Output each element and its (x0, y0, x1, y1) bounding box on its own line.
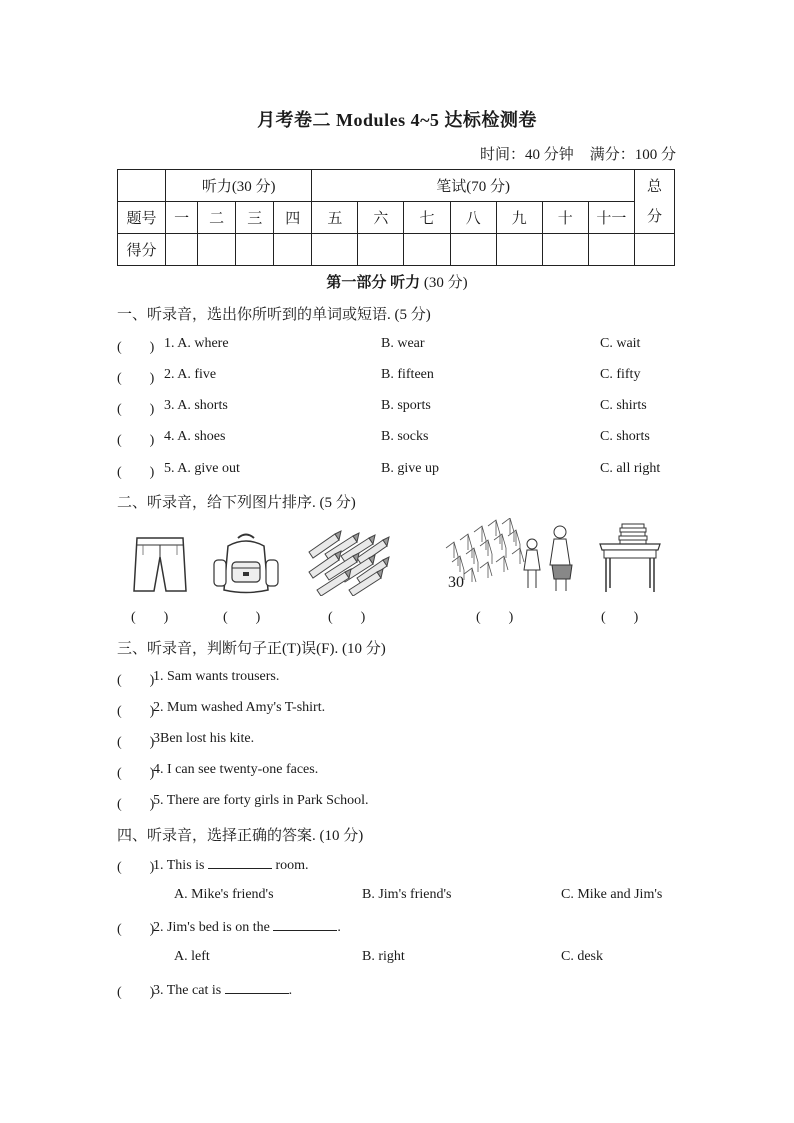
score-table (117, 169, 675, 266)
desk-with-books-picture (598, 522, 662, 594)
option-c: C. all right (600, 461, 661, 476)
option-a: 1. A. where (164, 336, 229, 351)
answer-paren[interactable]: ( ) (117, 402, 155, 417)
score-cell[interactable] (404, 234, 450, 266)
chairs-count-label: 30 (448, 574, 464, 591)
picture-answer-paren[interactable]: ( ) (476, 610, 514, 625)
question-number: 八 (450, 202, 496, 234)
time-info (480, 143, 676, 164)
score-cell[interactable] (274, 234, 312, 266)
listening-header: 听力(30 分) (166, 170, 312, 202)
question-text: 1. This is room. (153, 858, 309, 873)
section4-heading: 四、听录音，选择正确的答案. (10 分) (117, 828, 364, 844)
option-c: C. fifty (600, 367, 641, 382)
answer-paren[interactable]: ( ) (117, 922, 155, 937)
question-text: 3. The cat is . (153, 983, 293, 998)
time-limit: 时间：40 分钟 (479, 147, 574, 163)
fill-in-blank[interactable] (225, 981, 289, 994)
true-false-statement: 3Ben lost his kite. (153, 731, 255, 746)
true-false-statement: 2. Mum washed Amy's T-shirt. (153, 700, 326, 715)
score-cell[interactable] (358, 234, 404, 266)
score-cell[interactable] (236, 234, 274, 266)
question-number: 十一 (588, 202, 634, 234)
exam-title: 月考卷二 Modules 4~5 达标检测卷 (257, 110, 537, 130)
answer-paren[interactable]: ( ) (117, 673, 155, 688)
option-b: B. give up (381, 461, 439, 476)
answer-paren[interactable]: ( ) (117, 985, 155, 1000)
full-score: 满分：100 分 (589, 147, 676, 163)
score-cell[interactable] (496, 234, 542, 266)
option-c: C. shirts (600, 398, 647, 413)
picture-answer-paren[interactable]: ( ) (601, 610, 639, 625)
score-cell[interactable] (450, 234, 496, 266)
answer-paren[interactable]: ( ) (117, 371, 155, 386)
question-number: 六 (358, 202, 404, 234)
score-cell[interactable] (542, 234, 588, 266)
option-c: C. shorts (600, 429, 650, 444)
question-number: 七 (404, 202, 450, 234)
option-a: A. Mike's friend's (174, 887, 274, 902)
answer-paren[interactable]: ( ) (117, 465, 155, 480)
answer-paren[interactable]: ( ) (117, 704, 155, 719)
question-number: 一 (166, 202, 198, 234)
picture-answer-paren[interactable]: ( ) (223, 610, 261, 625)
shorts-picture (131, 535, 189, 597)
option-b: B. wear (381, 336, 425, 351)
answer-paren[interactable]: ( ) (117, 433, 155, 448)
score-cell[interactable] (634, 234, 674, 266)
true-false-statement: 1. Sam wants trousers. (153, 669, 280, 684)
score-cell[interactable] (312, 234, 358, 266)
option-c: C. desk (561, 949, 603, 964)
answer-paren[interactable]: ( ) (117, 340, 155, 355)
picture-answer-paren[interactable]: ( ) (328, 610, 366, 625)
option-a: 5. A. give out (164, 461, 240, 476)
section1-heading: 一、听录音，选出你所听到的单词或短语. (5 分) (117, 307, 431, 323)
answer-paren[interactable]: ( ) (117, 797, 155, 812)
option-b: B. Jim's friend's (362, 887, 452, 902)
question-text: 2. Jim's bed is on the . (153, 920, 341, 935)
part1-header: 第一部分 听力 (30 分) (326, 275, 468, 291)
option-c: C. Mike and Jim's (561, 887, 663, 902)
option-b: B. right (362, 949, 405, 964)
question-number-label: 题号 (118, 202, 166, 234)
score-cell[interactable] (198, 234, 236, 266)
score-cell[interactable] (166, 234, 198, 266)
question-number: 四 (274, 202, 312, 234)
true-false-statement: 4. I can see twenty-one faces. (153, 762, 319, 777)
crayons-picture (305, 530, 397, 596)
answer-paren[interactable]: ( ) (117, 860, 155, 875)
option-b: B. fifteen (381, 367, 434, 382)
question-number: 九 (496, 202, 542, 234)
total-header: 总 分 (634, 170, 674, 234)
question-number: 二 (198, 202, 236, 234)
score-row-label: 得分 (118, 234, 166, 266)
section2-heading: 二、听录音，给下列图片排序. (5 分) (117, 495, 356, 511)
option-b: B. socks (381, 429, 429, 444)
option-c: C. wait (600, 336, 641, 351)
answer-paren[interactable]: ( ) (117, 766, 155, 781)
fill-in-blank[interactable] (208, 856, 272, 869)
fill-in-blank[interactable] (273, 918, 337, 931)
section3-heading: 三、听录音，判断句子正(T)误(F). (10 分) (117, 641, 386, 657)
backpack-picture (210, 532, 282, 596)
option-b: B. sports (381, 398, 431, 413)
option-a: 4. A. shoes (164, 429, 226, 444)
question-number: 三 (236, 202, 274, 234)
table-corner-cell (118, 170, 166, 202)
question-number: 十 (542, 202, 588, 234)
option-a: 3. A. shorts (164, 398, 228, 413)
option-a: 2. A. five (164, 367, 217, 382)
true-false-statement: 5. There are forty girls in Park School. (153, 793, 369, 808)
answer-paren[interactable]: ( ) (117, 735, 155, 750)
picture-answer-paren[interactable]: ( ) (131, 610, 169, 625)
score-cell[interactable] (588, 234, 634, 266)
writing-header: 笔试(70 分) (312, 170, 635, 202)
option-a: A. left (174, 949, 210, 964)
question-number: 五 (312, 202, 358, 234)
